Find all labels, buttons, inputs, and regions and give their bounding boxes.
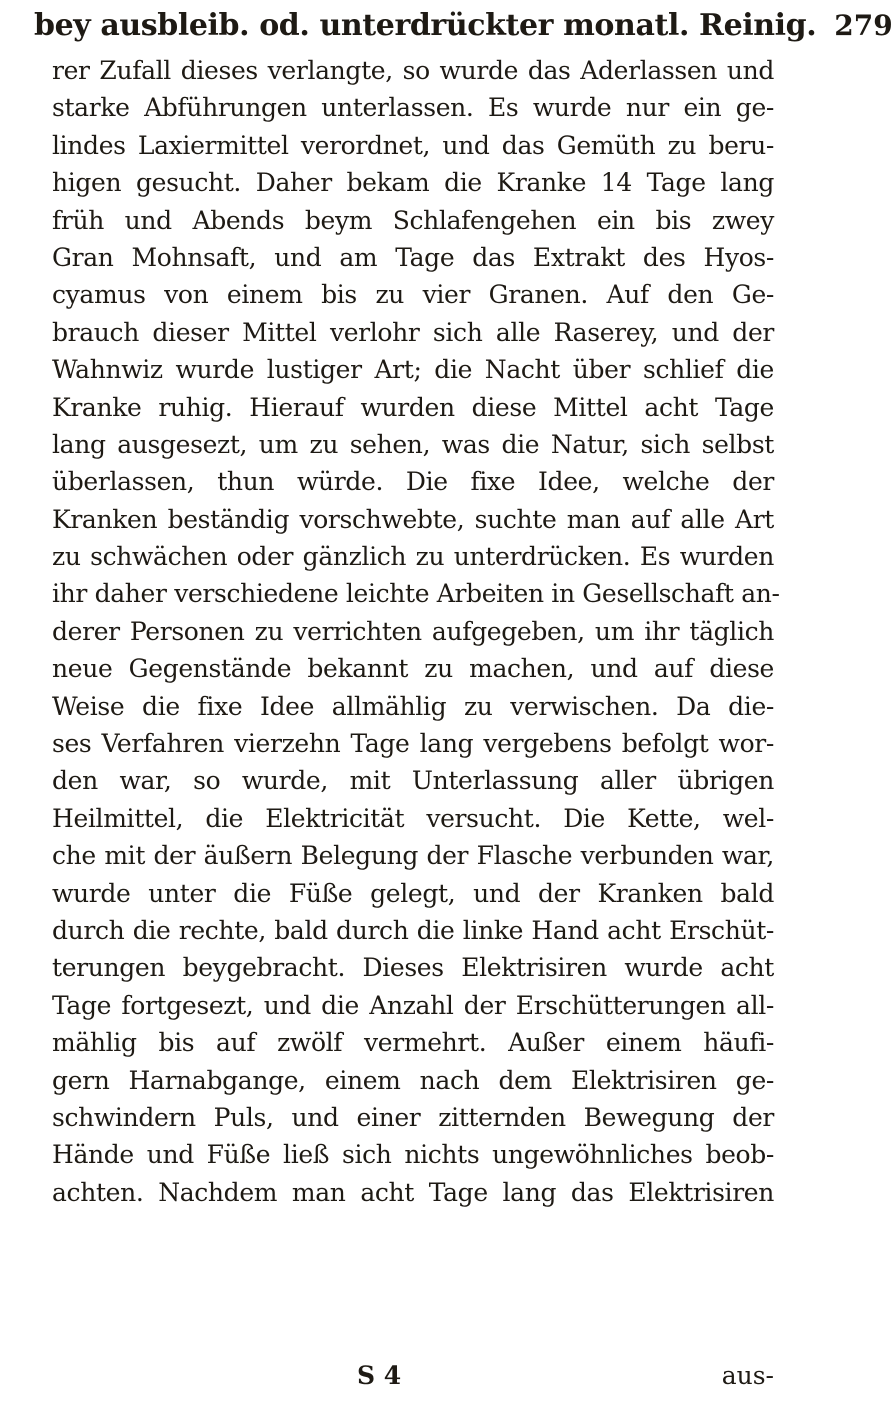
text-line: terungen beygebracht. Dieses Elektrisiren wurde acht	[52, 953, 774, 983]
text-line: früh und Abends beym Schlafengehen ein bis zwey	[52, 205, 774, 235]
text-line: achten. Nachdem man acht Tage lang das Elektrisiren	[52, 1177, 774, 1207]
text-line: wurde unter die Füße gelegt, und der Kranken bald	[52, 878, 774, 908]
text-line: Weise die fixe Idee allmählig zu verwischen. Da die-	[52, 691, 774, 721]
text-line: lindes Laxiermittel verordnet, und das Gemüth zu beru-	[52, 130, 774, 160]
text-line: derer Personen zu verrichten aufgegeben, um ihr täglich	[52, 616, 774, 646]
text-line: schwindern Puls, und einer zitternden Bewegung der	[52, 1102, 774, 1132]
text-line: Hände und Füße ließ sich nichts ungewöhnliches beob-	[52, 1140, 774, 1170]
text-line: higen gesucht. Daher bekam die Kranke 14 Tage lang	[52, 168, 774, 198]
text-line: Heilmittel, die Elektricität versucht. Die Kette, wel-	[52, 803, 774, 833]
text-line: lang ausgesezt, um zu sehen, was die Natur, sich selbst	[52, 429, 774, 459]
signature-mark: S 4	[357, 1361, 402, 1390]
text-line: den war, so wurde, mit Unterlassung aller übrigen	[52, 766, 774, 796]
body-text	[52, 52, 780, 1211]
text-line: zu schwächen oder gänzlich zu unterdrücken. Es wurden	[52, 542, 774, 572]
running-head	[34, 8, 893, 48]
text-line: neue Gegenstände bekannt zu machen, und auf diese	[52, 654, 774, 684]
footer-line	[52, 1356, 774, 1396]
text-line: ses Verfahren vierzehn Tage lang vergebens befolgt wor-	[52, 729, 774, 759]
text-line: ihr daher verschiedene leichte Arbeiten in Gesellschaft an-	[52, 579, 780, 609]
text-line: che mit der äußern Belegung der Flasche verbunden war,	[52, 841, 774, 871]
text-line: Tage fortgesezt, und die Anzahl der Erschütterungen all-	[52, 990, 774, 1020]
text-line: cyamus von einem bis zu vier Granen. Auf den Ge-	[52, 280, 774, 310]
text-line: starke Abführungen unterlassen. Es wurde nur ein ge-	[52, 93, 774, 123]
text-line: Gran Mohnsaft, und am Tage das Extrakt des Hyos-	[52, 242, 774, 272]
text-line: gern Harnabgange, einem nach dem Elektrisiren ge-	[52, 1065, 774, 1095]
text-line: überlassen, thun würde. Die fixe Idee, welche der	[52, 467, 774, 497]
text-line: durch die rechte, bald durch die linke Hand acht Erschüt-	[52, 915, 774, 945]
text-line: Kranken beständig vorschwebte, suchte man auf alle Art	[52, 504, 774, 534]
text-line: Kranke ruhig. Hierauf wurden diese Mittel acht Tage	[52, 392, 774, 422]
text-line: brauch dieser Mittel verlohr sich alle Raserey, und der	[52, 317, 774, 347]
text-line: Wahnwiz wurde lustiger Art; die Nacht über schlief die	[52, 355, 774, 385]
catchword: aus-	[721, 1361, 774, 1390]
text-line: mählig bis auf zwölf vermehrt. Außer einem häufi-	[52, 1028, 774, 1058]
page-number: 279	[834, 9, 893, 42]
running-head-title: bey ausbleib. od. unterdrückter monatl. Reinig.	[34, 8, 817, 43]
text-line: rer Zufall dieses verlangte, so wurde das Aderlassen und	[52, 56, 774, 85]
